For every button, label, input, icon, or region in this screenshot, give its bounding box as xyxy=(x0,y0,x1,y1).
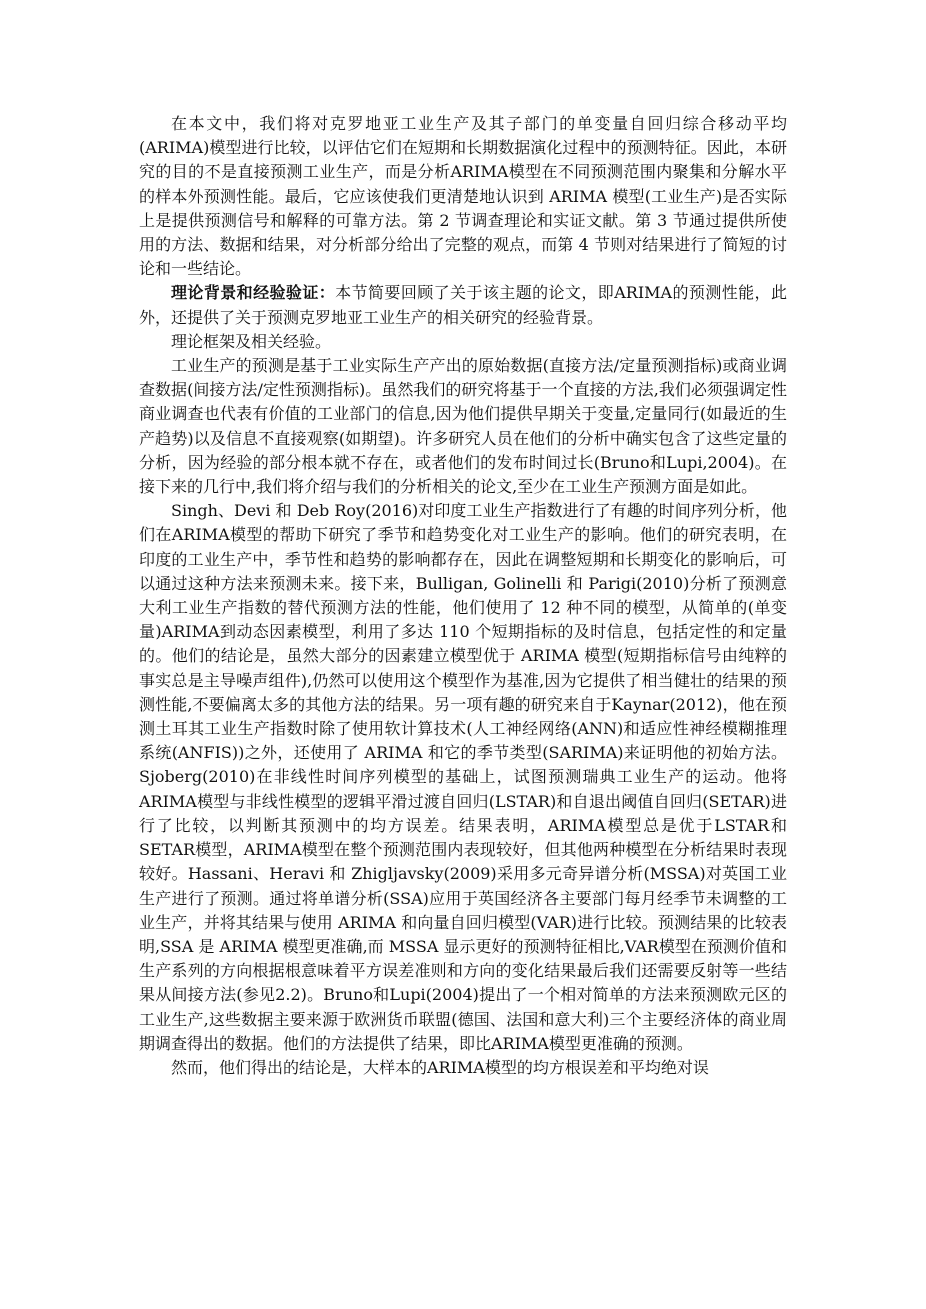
paragraph-text: 然而，他们得出的结论是，大样本的ARIMA模型的均方根误差和平均绝对误 xyxy=(171,1057,709,1077)
subsection-heading xyxy=(139,330,787,354)
paragraph-text: 在本文中，我们将对克罗地亚工业生产及其子部门的单变量自回归综合移动平均(ARIMA)模型进行比较，以评估它们在短期和长期数据演化过程中的预测特征。因此，本研究的目的不是直接预测工业生产，而是分析ARIMA模型在不同预测范围内聚集和分解水平的样本外预测性能。最后，它应该使我们更清楚地认识到 ARIMA 模型(工业生产)是否实际上是提供预测信号和解释的可靠方法。第 2 节调查理论和实证文献。第 3 节通过提供所使用的方法、数据和结果，对分析部分给出了完整的观点，而第 4 节则对结果进行了简短的讨论和一些结论。 xyxy=(139,114,787,279)
paragraph-text: 本节简要回顾了关于该主题的论文，即ARIMA的预测性能，此外，还提供了关于预测克罗地亚工业生产的相关研究的经验背景。 xyxy=(139,283,787,327)
paragraph-conclusion-start xyxy=(139,1056,787,1080)
paragraph-text: Singh、Devi 和 Deb Roy(2016)对印度工业生产指数进行了有趣的时间序列分析，他们在ARIMA模型的帮助下研究了季节和趋势变化对工业生产的影响。他们的研究表明，在印度的工业生产中，季节性和趋势的影响都存在，因此在调整短期和长期变化的影响后，可以通过这种方法来预测未来。接下来，Bulligan, Golinelli 和 Parigi(2010)分析了预测意大利工业生产指数的替代预测方法的性能，他们使用了 12 种不同的模型，从简单的(单变量)ARIMA到动态因素模型，利用了多达 110 个短期指标的及时信息，包括定性的和定量的。他们的结论是，虽然大部分的因素建立模型优于 ARIMA 模型(短期指标信号由纯粹的事实总是主导噪声组件),仍然可以使用这个模型作为基准,因为它提供了相当健壮的结果的预测性能,不要偏离太多的其他方法的结果。另一项有趣的研究来自于Kaynar(2012)，他在预测土耳其工业生产指数时除了使用软计算技术(人工神经网络(ANN)和适应性神经模糊推理系统(ANFIS))之外，还使用了 ARIMA 和它的季节类型(SARIMA)来证明他的初始方法。Sjoberg(2010)在非线性时间序列模型的基础上，试图预测瑞典工业生产的运动。他将ARIMA模型与非线性模型的逻辑平滑过渡自回归(LSTAR)和自退出阈值自回归(SETAR)进行了比较，以判断其预测中的均方误差。结果表明，ARIMA模型总是优于LSTAR和SETAR模型，ARIMA模型在整个预测范围内表现较好，但其他两种模型在分析结果时表现较好。Hassani、Heravi 和 Zhigljavsky(2009)采用多元奇异谱分析(MSSA)对英国工业生产进行了预测。通过将单谱分析(SSA)应用于英国经济各主要部门每月经季节未调整的工业生产，并将其结果与使用 ARIMA 和向量自回归模型(VAR)进行比较。预测结果的比较表明,SSA 是 ARIMA 模型更准确,而 MSSA 显示更好的预测特征相比,VAR模型在预测价值和生产系列的方向根据根意味着平方误差准则和方向的变化结果最后我们还需要反射等一些结果从间接方法(参见2.2)。Bruno和Lupi(2004)提出了一个相对简单的方法来预测欧元区的工业生产,这些数据主要来源于欧洲货币联盟(德国、法国和意大利)三个主要经济体的商业周期调查得出的数据。他们的方法提供了结果，即比ARIMA模型更准确的预测。 xyxy=(139,501,787,1053)
section-heading: 理论背景和经验验证： xyxy=(171,283,336,303)
paragraph-literature-review xyxy=(139,499,787,1056)
paragraph-text: 理论框架及相关经验。 xyxy=(171,331,332,351)
paragraph-text: 工业生产的预测是基于工业实际生产产出的原始数据(直接方法/定量预测指标)或商业调查数据(间接方法/定性预测指标)。虽然我们的研究将基于一个直接的方法,我们必须强调定性商业调查也代表有价值的工业部门的信息,因为他们提供早期关于变量,定量同行(如最近的生产趋势)以及信息不直接观察(如期望)。许多研究人员在他们的分析中确实包含了这些定量的分析，因为经验的部分根本就不存在，或者他们的发布时间过长(Bruno和Lupi,2004)。在接下来的几行中,我们将介绍与我们的分析相关的论文,至少在工业生产预测方面是如此。 xyxy=(139,356,787,497)
paragraph-theory-background xyxy=(139,281,787,329)
paragraph-intro xyxy=(139,112,787,281)
paragraph-forecasting xyxy=(139,354,787,499)
document-body xyxy=(139,112,787,1080)
